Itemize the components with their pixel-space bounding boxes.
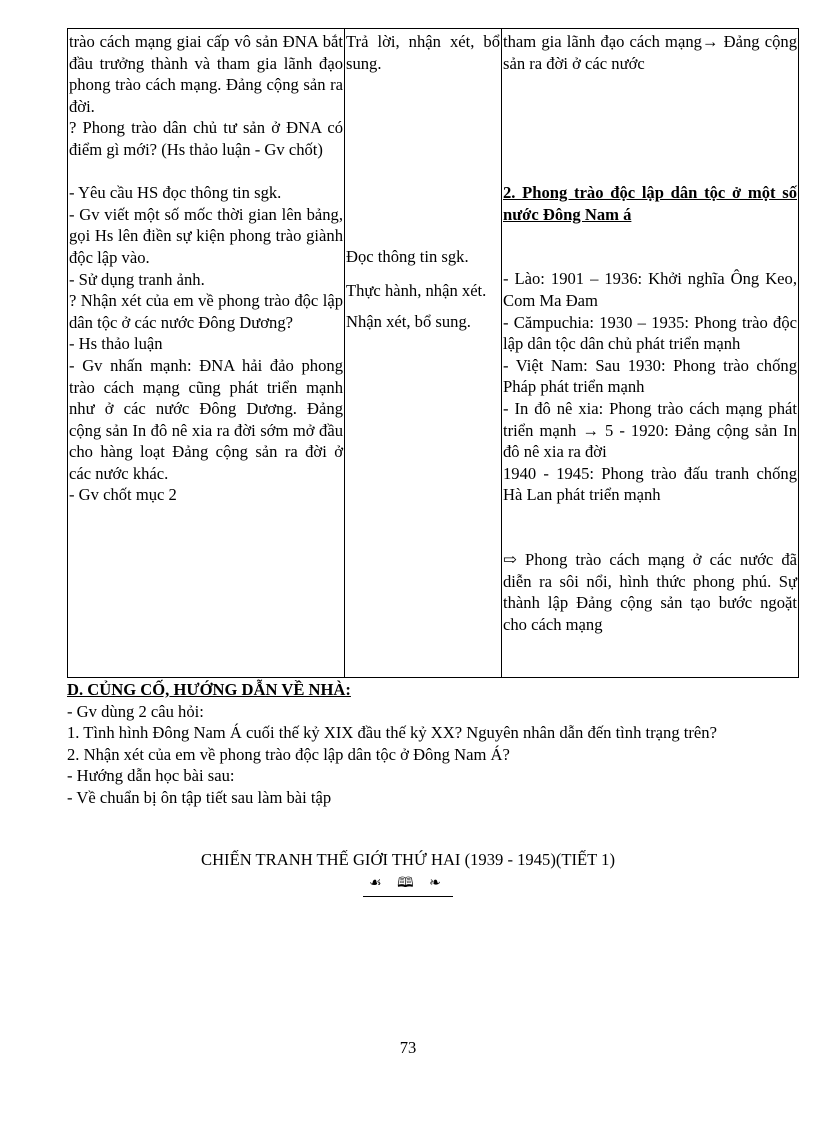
col2-item: Nhận xét, bổ sung. <box>346 312 471 332</box>
col1-paragraph: - Yêu cầu HS đọc thông tin sgk. <box>69 183 282 203</box>
section-line: 1. Tình hình Đông Nam Á cuối thế kỷ XIX đầu thế kỷ XX? Nguyên nhân dẫn đến tình trạng trên? <box>67 723 717 743</box>
country-item: - Cămpuchia: 1930 – 1935: Phong trào độc lập dân tộc dân chủ phát triển mạnh <box>503 312 797 354</box>
col3-spacer <box>503 74 797 182</box>
conclusion: ⇨ Phong trào cách mạng ở các nước đã diễn ra sôi nổi, hình thức phong phú. Sự thành lập Đảng cộng sản tạo bước ngoặt cho cách mạng <box>503 549 797 634</box>
country-item: - Việt Nam: Sau 1930: Phong trào chống Pháp phát triển mạnh <box>503 355 797 397</box>
col1-paragraph: - Hs thảo luận <box>69 334 163 354</box>
page-number: 73 <box>399 1038 417 1057</box>
country-item: - In đô nê xia: Phong trào cách mạng phát triển mạnh → 5 - 1920: Đảng cộng sản In đô nê xia ra đời <box>503 398 797 462</box>
table-row <box>68 29 799 678</box>
col2-item: Thực hành, nhận xét. <box>346 280 487 300</box>
col1-paragraph: ? Nhận xét của em về phong trào độc lập dân tộc ở các nước Đông Dương? <box>69 291 343 332</box>
section-line: - Gv dùng 2 câu hỏi: <box>67 701 204 721</box>
book-ornament-icon: ☙ 🕮 ❧ <box>363 872 453 897</box>
content-column <box>502 29 799 678</box>
col3-spacer <box>503 225 797 268</box>
section-title: D. CỦNG CỐ, HƯỚNG DẪN VỀ NHÀ: <box>67 680 351 699</box>
col2-spacer <box>346 268 500 280</box>
col2-item: Trả lời, nhận xét, bổ sung. <box>346 32 500 73</box>
consolidation-section <box>67 679 798 809</box>
col1-paragraph: - Gv nhấn mạnh: ĐNA hải đảo phong trào cách mạng cũng phát triển mạnh như ở các nước Đông Dương. Đảng cộng sản In đô nê xia ra đời sớm mở đầu cho hàng loạt Đảng cộng sản ra đời ở các nước khác. <box>69 355 343 483</box>
teacher-activity-column <box>68 29 345 678</box>
col1-paragraph: - Gv chốt mục 2 <box>69 485 177 505</box>
col1-paragraph: ? Phong trào dân chủ tư sản ở ĐNA có điểm gì mới? (Hs thảo luận - Gv chốt) <box>69 118 343 159</box>
ornament <box>0 872 816 897</box>
next-lesson-title: CHIẾN TRANH THẾ GIỚI THỨ HAI (1939 - 1945)(TIẾT 1) <box>201 850 615 869</box>
country-item: 1940 - 1945: Phong trào đấu tranh chống Hà Lan phát triển mạnh <box>503 463 797 505</box>
section-line: 2. Nhận xét của em về phong trào độc lập dân tộc ở Đông Nam Á? <box>67 744 510 764</box>
col2-spacer <box>346 301 500 311</box>
section-line: - Về chuẩn bị ôn tập tiết sau làm bài tập <box>67 787 332 807</box>
col1-blank-line <box>69 161 343 183</box>
section-line: - Hướng dẫn học bài sau: <box>67 766 235 786</box>
col1-paragraph: trào cách mạng giai cấp vô sản ĐNA bắt đầu trưởng thành và tham gia lãnh đạo phong trào cách mạng. Đảng cộng sản ra đời. <box>69 32 343 116</box>
lesson-table <box>67 28 799 678</box>
student-activity-column <box>345 29 502 678</box>
col3-intro: tham gia lãnh đạo cách mạng→ Đảng cộng sản ra đời ở các nước <box>503 32 797 73</box>
section-heading: 2. Phong trào độc lập dân tộc ở một số nước Đông Nam á <box>503 183 797 224</box>
col1-paragraph: - Gv viết một số mốc thời gian lên bảng, gọi Hs lên điền sự kiện phong trào giành độc lập vào. <box>69 204 343 267</box>
col3-spacer <box>503 506 797 549</box>
country-item: - Lào: 1901 – 1936: Khởi nghĩa Ông Keo, Com Ma Đam <box>503 269 797 310</box>
col1-paragraph: - Sử dụng tranh ảnh. <box>69 269 205 289</box>
col2-spacer <box>346 74 500 246</box>
col2-item: Đọc thông tin sgk. <box>346 247 469 267</box>
